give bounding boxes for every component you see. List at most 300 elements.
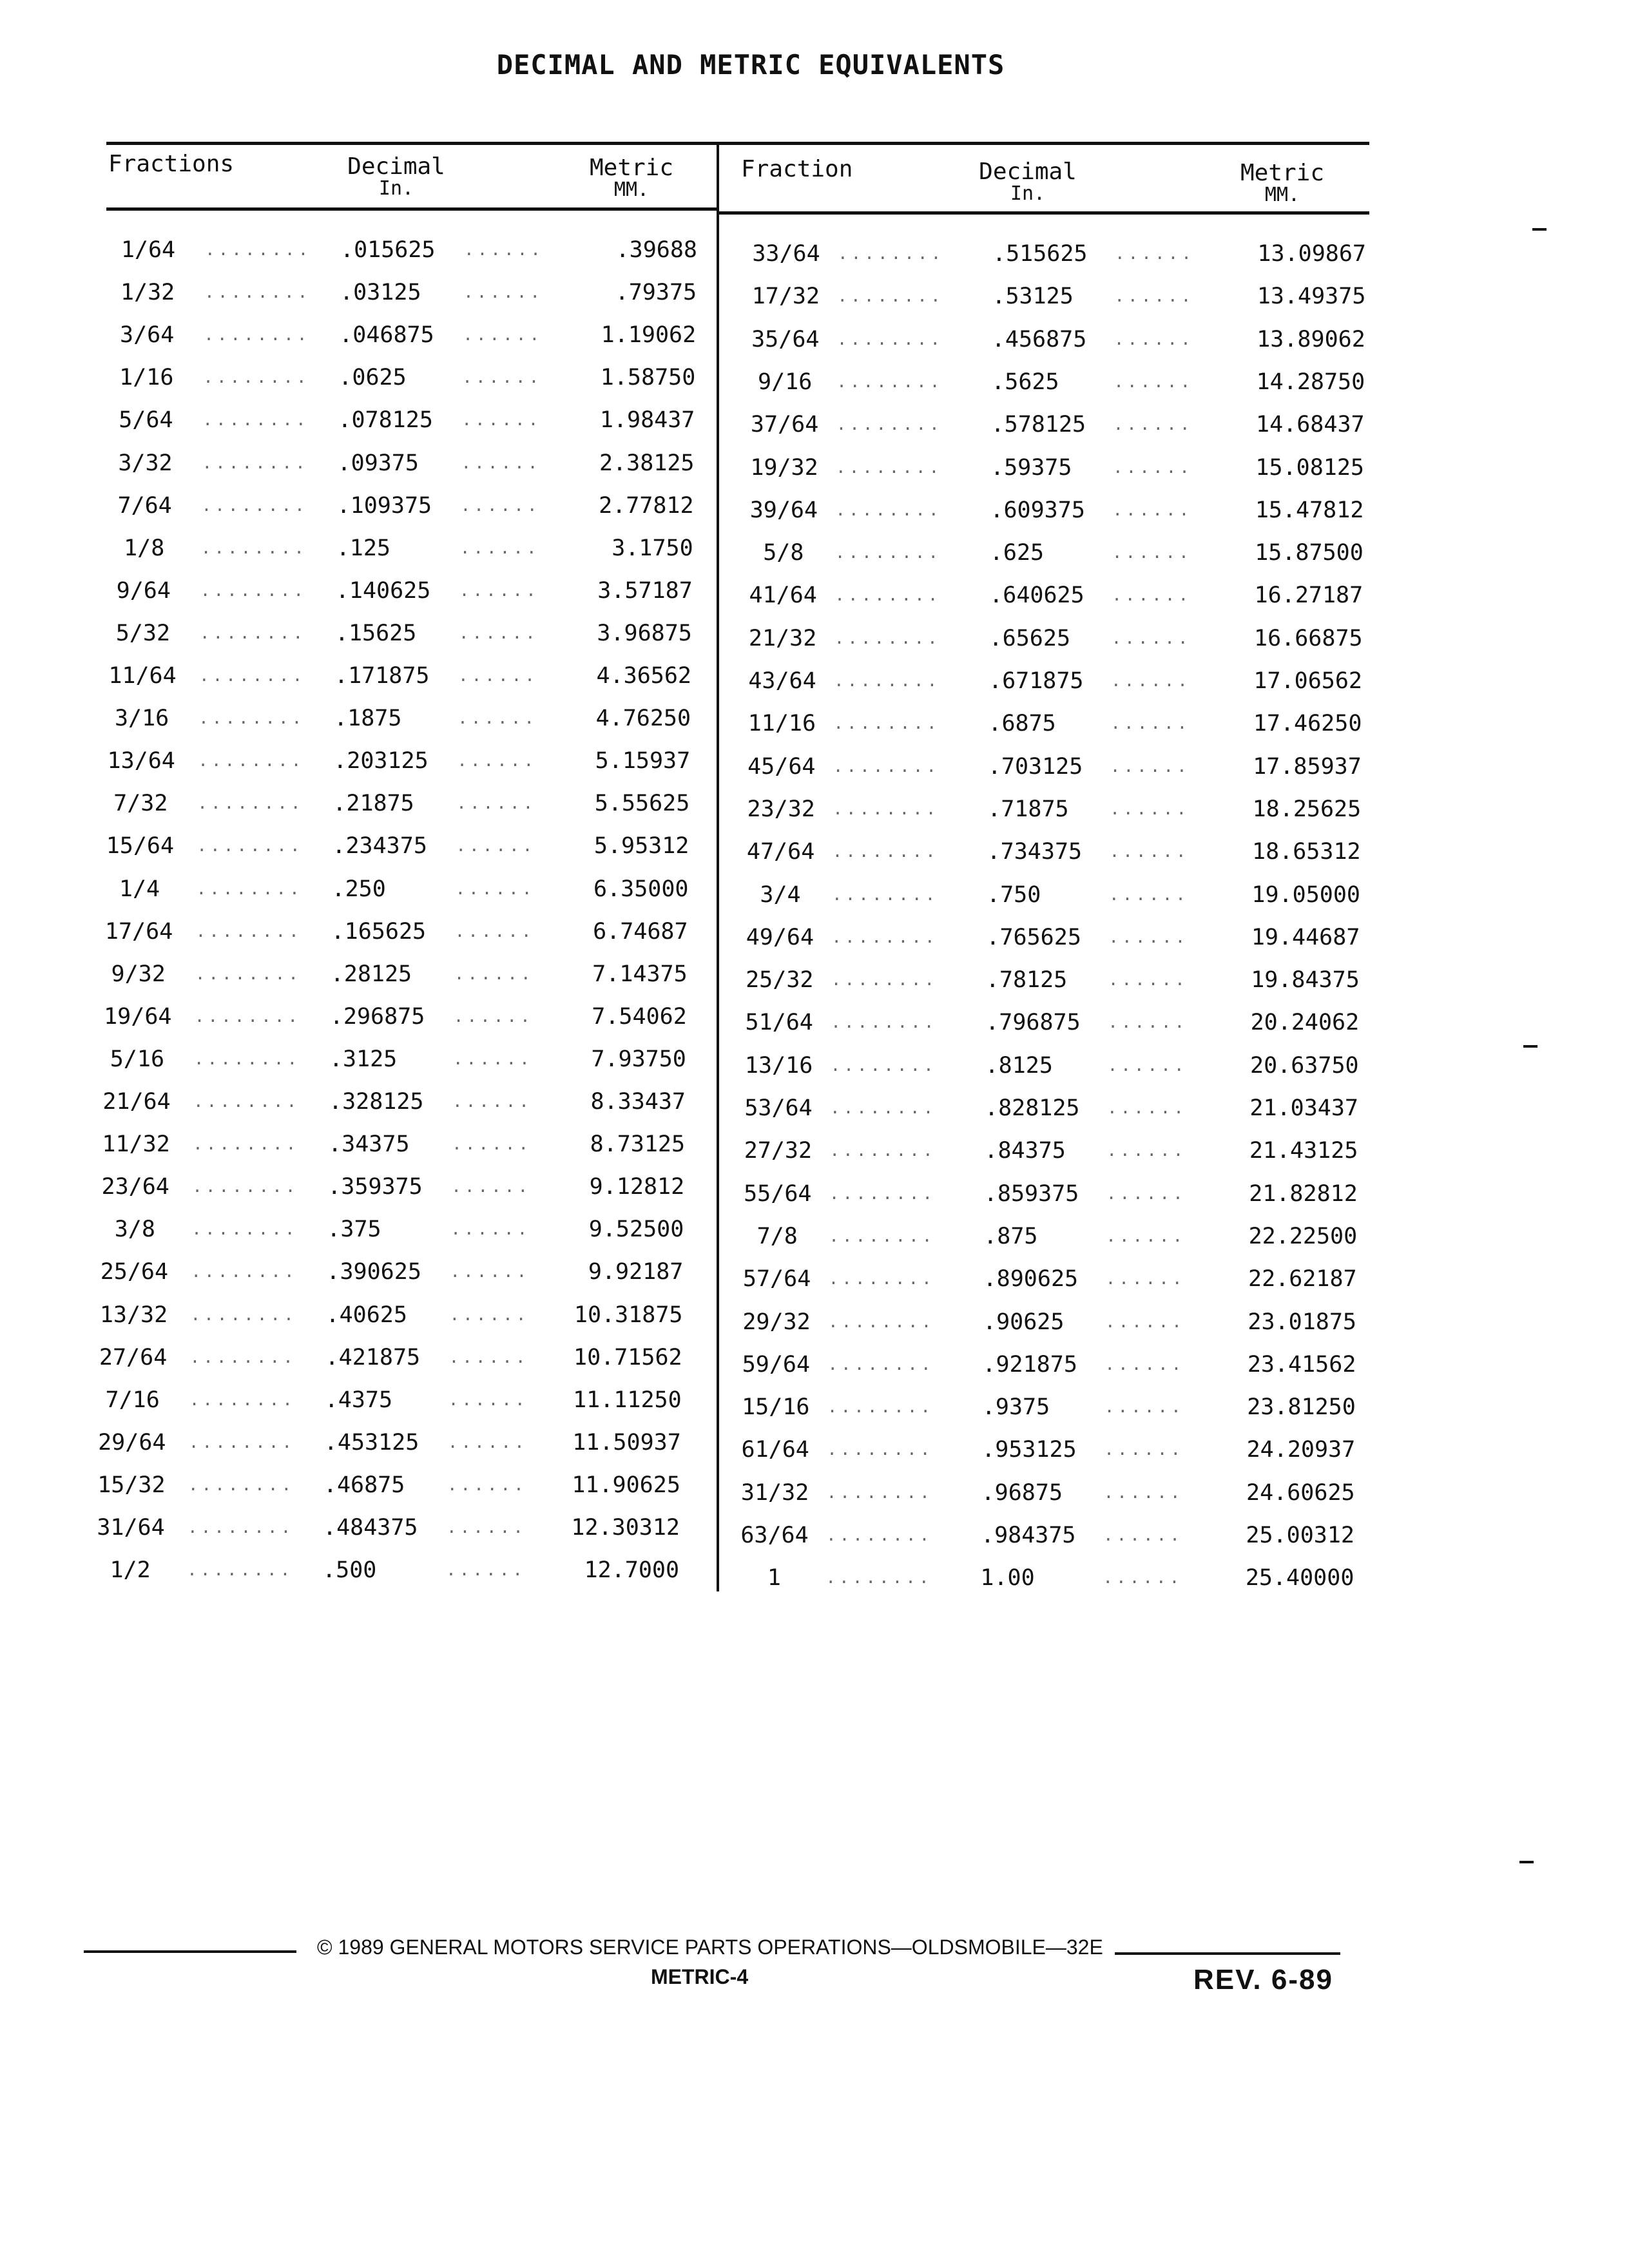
fraction-cell: 37/64 — [750, 412, 819, 438]
leader-dots: ........ — [192, 1177, 299, 1197]
metric-cell: .79375 — [615, 280, 697, 306]
leader-dots: ........ — [198, 709, 305, 729]
leader-dots: ........ — [829, 1226, 936, 1246]
leader-dots: ...... — [1115, 244, 1195, 264]
leader-dots: ...... — [462, 368, 543, 388]
leader-dots: ........ — [204, 325, 311, 345]
leader-dots: ........ — [193, 1135, 300, 1155]
fraction-cell: 3/4 — [760, 881, 801, 908]
decimal-cell: .921875 — [982, 1351, 1077, 1378]
metric-cell: 19.44687 — [1251, 924, 1360, 950]
table-row — [0, 1131, 1629, 1170]
leader-dots: ...... — [1108, 970, 1188, 990]
leader-dots: ........ — [834, 671, 941, 691]
leader-dots: ........ — [836, 329, 944, 349]
left-header-rule — [106, 207, 718, 211]
metric-cell: 13.89062 — [1257, 326, 1365, 352]
decimal-cell: .250 — [331, 876, 386, 902]
decimal-cell: .15625 — [334, 620, 417, 646]
table-row — [0, 1559, 1629, 1597]
leader-dots: ........ — [200, 581, 307, 601]
metric-cell: 15.08125 — [1255, 454, 1364, 481]
leader-dots: ...... — [1110, 714, 1191, 734]
decimal-cell: .125 — [336, 535, 390, 561]
fraction-cell: 11/64 — [108, 663, 177, 689]
decimal-cell: .65625 — [988, 625, 1071, 651]
decimal-cell: .890625 — [983, 1266, 1079, 1293]
decimal-cell: .21875 — [333, 791, 414, 817]
fraction-cell: 7/8 — [757, 1223, 798, 1249]
leader-dots: ........ — [836, 372, 943, 392]
table-row — [0, 961, 1629, 999]
fraction-cell: 43/64 — [748, 668, 816, 694]
decimal-cell: .9375 — [981, 1394, 1050, 1421]
leader-dots: ...... — [463, 325, 543, 345]
metric-cell: 3.1750 — [612, 535, 693, 561]
fraction-cell: 1/8 — [124, 535, 165, 561]
left-header-fraction: Fractions — [108, 151, 235, 177]
leader-dots: ........ — [202, 453, 309, 473]
metric-cell: 23.81250 — [1247, 1394, 1356, 1421]
fraction-cell: 21/64 — [102, 1089, 171, 1115]
right-header-metric — [1218, 161, 1347, 205]
leader-dots: ...... — [1106, 1184, 1186, 1204]
table-row — [0, 662, 1629, 700]
metric-cell: 5.15937 — [595, 748, 691, 774]
decimal-cell: .328125 — [329, 1089, 424, 1115]
leader-dots: ...... — [456, 836, 536, 856]
metric-cell: 18.65312 — [1252, 839, 1361, 865]
metric-cell: 20.24062 — [1250, 1010, 1360, 1036]
leader-dots: ........ — [826, 1526, 933, 1545]
metric-cell: .39688 — [615, 237, 697, 263]
metric-cell: 13.09867 — [1257, 241, 1366, 267]
decimal-cell: .375 — [327, 1216, 381, 1243]
decimal-cell: .59375 — [990, 454, 1072, 481]
leader-dots: ........ — [836, 415, 943, 435]
table-row — [0, 1474, 1629, 1512]
fraction-cell: 39/64 — [749, 497, 818, 523]
fraction-cell: 7/32 — [113, 791, 168, 817]
metric-cell: 10.31875 — [574, 1302, 683, 1328]
leader-dots: ...... — [1113, 329, 1194, 349]
leader-dots: ...... — [1103, 1483, 1184, 1503]
leader-dots: ...... — [1111, 671, 1191, 691]
leader-dots: ........ — [829, 1141, 936, 1161]
decimal-cell: .46875 — [323, 1472, 405, 1498]
decimal-cell: .765625 — [986, 924, 1081, 950]
leader-dots: ...... — [452, 1135, 532, 1155]
leader-dots: ...... — [1108, 1013, 1188, 1033]
fraction-cell: 41/64 — [749, 582, 817, 609]
fraction-cell: 9/16 — [758, 369, 813, 395]
fraction-cell: 9/64 — [116, 577, 171, 604]
leader-dots: ........ — [834, 628, 941, 648]
margin-tick — [1519, 1861, 1534, 1863]
fraction-cell: 11/32 — [102, 1131, 170, 1158]
leader-dots: ........ — [837, 287, 944, 307]
table-row — [0, 235, 1629, 273]
metric-cell: 17.06562 — [1253, 668, 1362, 694]
leader-dots: ........ — [193, 1049, 301, 1069]
table-row — [0, 363, 1629, 401]
metric-cell: 9.52500 — [588, 1216, 684, 1243]
leader-dots: ........ — [832, 885, 939, 905]
decimal-cell: .390625 — [326, 1259, 421, 1285]
leader-dots: ...... — [450, 1220, 531, 1240]
fraction-cell: 15/64 — [106, 833, 175, 860]
leader-dots: ........ — [836, 457, 943, 477]
decimal-cell: .96875 — [981, 1479, 1063, 1506]
leader-dots: ...... — [1104, 1398, 1184, 1418]
footer-copyright: © 1989 GENERAL MOTORS SERVICE PARTS OPERATIONS—OLDSMOBILE—32E — [317, 1936, 1103, 1959]
metric-cell: 17.46250 — [1253, 711, 1362, 737]
table-row — [0, 1388, 1629, 1427]
leader-dots: ...... — [1105, 1269, 1186, 1289]
decimal-cell: .109375 — [336, 492, 432, 519]
leader-dots: ........ — [188, 1432, 296, 1452]
metric-cell: 2.38125 — [599, 450, 695, 476]
decimal-cell: .34375 — [328, 1131, 410, 1158]
table-row — [0, 619, 1629, 658]
leader-dots: ........ — [825, 1568, 932, 1588]
fraction-cell: 17/32 — [751, 284, 820, 310]
fraction-cell: 25/32 — [746, 967, 814, 994]
decimal-cell: .90625 — [983, 1309, 1065, 1335]
leader-dots: ...... — [456, 794, 537, 814]
fraction-cell: 59/64 — [742, 1351, 811, 1378]
decimal-cell: .09375 — [337, 450, 419, 476]
leader-dots: ...... — [448, 1390, 528, 1410]
leader-dots: ...... — [447, 1432, 528, 1452]
leader-dots: ........ — [829, 1184, 936, 1204]
fraction-cell: 29/32 — [742, 1309, 811, 1335]
leader-dots: ...... — [459, 538, 540, 558]
table-row — [0, 1217, 1629, 1256]
table-row — [0, 576, 1629, 615]
leader-dots: ........ — [190, 1305, 297, 1325]
decimal-cell: .28125 — [330, 961, 412, 987]
leader-dots: ...... — [459, 581, 539, 601]
fraction-cell: 35/64 — [751, 326, 820, 352]
leader-dots: ........ — [835, 500, 942, 520]
fraction-cell: 25/64 — [100, 1259, 169, 1285]
leader-dots: ........ — [204, 283, 311, 303]
metric-cell: 8.73125 — [590, 1131, 686, 1158]
leader-dots: ........ — [831, 970, 938, 990]
metric-cell: 12.7000 — [584, 1557, 680, 1584]
fraction-cell: 23/64 — [101, 1174, 169, 1200]
table-row — [0, 533, 1629, 572]
fraction-cell: 3/64 — [120, 322, 175, 349]
decimal-cell: .515625 — [992, 241, 1088, 267]
leader-dots: ...... — [461, 410, 542, 430]
metric-cell: 14.28750 — [1256, 369, 1365, 395]
leader-dots: ........ — [831, 1013, 938, 1033]
decimal-cell: .456875 — [991, 326, 1087, 352]
leader-dots: ...... — [1106, 1141, 1187, 1161]
metric-cell: 9.92187 — [588, 1259, 684, 1285]
leader-dots: ........ — [195, 921, 302, 941]
metric-cell: 11.90625 — [572, 1472, 680, 1498]
decimal-cell: .359375 — [327, 1174, 423, 1200]
metric-cell: 2.77812 — [599, 492, 694, 519]
fraction-cell: 21/32 — [748, 625, 817, 651]
leader-dots: ...... — [1105, 1312, 1185, 1332]
table-row — [0, 491, 1629, 530]
metric-cell: 17.85937 — [1253, 753, 1362, 780]
leader-dots: ........ — [201, 495, 308, 515]
leader-dots: ........ — [832, 842, 939, 862]
leader-dots: ........ — [830, 1055, 937, 1075]
metric-cell: 24.20937 — [1246, 1437, 1356, 1463]
leader-dots: ...... — [1107, 1055, 1188, 1075]
leader-dots: ...... — [458, 709, 538, 729]
fraction-cell: 1/4 — [119, 876, 160, 902]
decimal-cell: 1.00 — [980, 1565, 1035, 1591]
leader-dots: ...... — [454, 921, 535, 941]
metric-cell: 23.01875 — [1248, 1309, 1356, 1335]
metric-cell: 20.63750 — [1250, 1052, 1359, 1079]
decimal-cell: .453125 — [323, 1429, 419, 1456]
decimal-cell: .640625 — [989, 582, 1084, 609]
leader-dots: ...... — [1110, 799, 1190, 819]
decimal-cell: .421875 — [325, 1344, 421, 1370]
leader-dots: ........ — [834, 586, 941, 606]
decimal-cell: .3125 — [329, 1046, 398, 1072]
left-header-decimal-label: Decimal — [347, 153, 445, 180]
table-top-rule — [106, 142, 1369, 145]
table-row — [0, 918, 1629, 957]
leader-dots: ...... — [1104, 1440, 1184, 1460]
fraction-cell: 13/32 — [99, 1302, 168, 1328]
table-row — [0, 876, 1629, 914]
fraction-cell: 13/64 — [107, 748, 175, 774]
leader-dots: ...... — [457, 751, 537, 771]
decimal-cell: .171875 — [334, 663, 430, 689]
decimal-cell: .750 — [987, 881, 1041, 908]
leader-dots: ........ — [195, 964, 302, 984]
table-row — [0, 1303, 1629, 1341]
fraction-cell: 31/32 — [740, 1479, 809, 1506]
metric-cell: 19.84375 — [1251, 967, 1360, 994]
metric-cell: 22.62187 — [1248, 1266, 1357, 1293]
metric-cell: 3.96875 — [597, 620, 692, 646]
table-row — [0, 1046, 1629, 1085]
decimal-cell: .4375 — [324, 1387, 393, 1413]
metric-cell: 25.40000 — [1245, 1565, 1354, 1591]
table-row — [0, 832, 1629, 871]
table-row — [0, 1516, 1629, 1555]
fraction-cell: 63/64 — [740, 1523, 809, 1548]
leader-dots: ...... — [1109, 885, 1189, 905]
fraction-cell: 3/16 — [114, 706, 169, 732]
right-header-metric-unit: MM. — [1264, 184, 1300, 206]
decimal-cell: .796875 — [985, 1010, 1081, 1036]
leader-dots: ...... — [1107, 1099, 1187, 1118]
fraction-cell: 61/64 — [741, 1437, 809, 1463]
decimal-cell: .5625 — [991, 369, 1059, 395]
leader-dots: ........ — [198, 751, 305, 771]
left-header-decimal-unit: In. — [378, 177, 414, 200]
metric-cell: 22.22500 — [1248, 1223, 1358, 1249]
footer-revision: REV. 6-89 — [1193, 1964, 1333, 1995]
fraction-cell: 15/32 — [97, 1472, 166, 1498]
metric-cell: 9.12812 — [589, 1174, 685, 1200]
fraction-cell: 57/64 — [742, 1266, 811, 1293]
fraction-cell: 11/16 — [747, 711, 816, 737]
leader-dots: ........ — [827, 1440, 934, 1460]
leader-dots: ...... — [460, 495, 541, 515]
right-header-rule — [718, 211, 1369, 215]
metric-cell: 19.05000 — [1251, 881, 1360, 908]
decimal-cell: .046875 — [339, 322, 434, 349]
leader-dots: ........ — [193, 1092, 300, 1111]
fraction-cell: 31/64 — [97, 1515, 165, 1541]
metric-cell: 21.03437 — [1249, 1095, 1358, 1121]
metric-cell: 6.35000 — [593, 876, 689, 902]
leader-dots: ........ — [827, 1354, 934, 1374]
metric-cell: 12.30312 — [571, 1515, 680, 1541]
left-header-metric — [567, 156, 696, 200]
decimal-cell: .859375 — [983, 1180, 1079, 1207]
decimal-cell: .0625 — [338, 365, 407, 391]
table-row — [0, 1260, 1629, 1298]
leader-dots: ...... — [1109, 842, 1190, 862]
left-header-metric-label: Metric — [589, 155, 674, 181]
metric-cell: 4.76250 — [595, 706, 691, 732]
decimal-cell: .875 — [983, 1223, 1038, 1249]
leader-dots: ...... — [458, 666, 538, 686]
page-title: DECIMAL AND METRIC EQUIVALENTS — [496, 49, 1005, 81]
leader-dots: ........ — [188, 1518, 294, 1537]
fraction-cell: 27/64 — [99, 1344, 168, 1370]
metric-cell: 3.57187 — [597, 577, 693, 604]
leader-dots: ........ — [199, 666, 306, 686]
decimal-cell: .078125 — [338, 407, 433, 434]
decimal-cell: .296875 — [329, 1003, 425, 1030]
metric-cell: 15.87500 — [1255, 540, 1364, 566]
right-header-decimal-label: Decimal — [979, 159, 1077, 185]
fraction-cell: 23/32 — [747, 796, 815, 822]
decimal-cell: .671875 — [988, 668, 1084, 694]
fraction-cell: 33/64 — [752, 241, 820, 267]
metric-cell: 13.49375 — [1257, 284, 1366, 310]
metric-cell: 21.82812 — [1249, 1180, 1358, 1207]
metric-cell: 14.68437 — [1256, 412, 1365, 438]
leader-dots: ...... — [1112, 586, 1192, 606]
decimal-cell: .165625 — [331, 918, 427, 945]
leader-dots: ........ — [189, 1347, 296, 1367]
metric-cell: 21.43125 — [1249, 1138, 1358, 1164]
fraction-cell: 47/64 — [746, 839, 815, 865]
leader-dots: ........ — [199, 623, 307, 643]
leader-dots: ........ — [828, 1269, 935, 1289]
table-row — [0, 1003, 1629, 1042]
fraction-cell: 1/64 — [120, 237, 176, 263]
table-row — [0, 1175, 1629, 1213]
metric-cell: 10.71562 — [574, 1344, 682, 1370]
left-header-decimal — [322, 155, 470, 198]
leader-dots: ........ — [202, 410, 309, 430]
decimal-cell: .734375 — [987, 839, 1083, 865]
margin-tick — [1523, 1045, 1537, 1048]
metric-cell: 1.58750 — [600, 365, 696, 391]
fraction-cell: 1 — [767, 1565, 781, 1591]
leader-dots: ........ — [826, 1483, 933, 1503]
leader-dots: ...... — [1104, 1354, 1185, 1374]
fraction-cell: 5/32 — [115, 620, 171, 646]
leader-dots: ........ — [197, 794, 304, 814]
fraction-cell: 53/64 — [744, 1095, 813, 1121]
right-header-fraction: Fraction — [741, 156, 853, 182]
table-row — [0, 1345, 1629, 1384]
leader-dots: ...... — [455, 879, 535, 899]
decimal-cell: .8125 — [985, 1052, 1053, 1079]
leader-dots: ...... — [447, 1518, 526, 1537]
leader-dots: ...... — [446, 1561, 526, 1581]
leader-dots: ........ — [831, 927, 938, 947]
leader-dots: ...... — [450, 1262, 530, 1282]
metric-cell: 7.14375 — [592, 961, 688, 987]
fraction-cell: 1/32 — [120, 280, 175, 306]
metric-cell: 11.50937 — [572, 1429, 681, 1456]
leader-dots: ........ — [191, 1262, 298, 1282]
leader-dots: ........ — [834, 543, 942, 563]
fraction-cell: 3/8 — [114, 1216, 155, 1243]
decimal-cell: .84375 — [984, 1138, 1066, 1164]
decimal-cell: .500 — [322, 1557, 377, 1584]
footer-rule-right — [1115, 1952, 1340, 1955]
leader-dots: ........ — [833, 756, 940, 776]
fraction-cell: 1/16 — [119, 365, 174, 391]
leader-dots: ........ — [828, 1312, 935, 1332]
leader-dots: ...... — [458, 623, 539, 643]
metric-cell: 18.25625 — [1252, 796, 1362, 822]
leader-dots: ...... — [1113, 457, 1193, 477]
right-header-decimal — [954, 160, 1102, 204]
decimal-cell: .609375 — [990, 497, 1085, 523]
table-row — [0, 747, 1629, 786]
leader-dots: ...... — [1112, 500, 1193, 520]
decimal-cell: .703125 — [987, 753, 1083, 780]
leader-dots: ...... — [447, 1475, 527, 1495]
fraction-cell: 51/64 — [745, 1010, 813, 1036]
metric-cell: 16.66875 — [1254, 625, 1363, 651]
leader-dots: ...... — [1110, 756, 1190, 776]
decimal-cell: .03125 — [340, 280, 421, 306]
fraction-cell: 3/32 — [118, 450, 173, 476]
decimal-cell: .625 — [989, 540, 1045, 566]
table-row — [0, 320, 1629, 359]
metric-cell: 15.47812 — [1255, 497, 1364, 523]
fraction-cell: 15/16 — [742, 1394, 810, 1421]
decimal-cell: .015625 — [340, 237, 436, 263]
fraction-cell: 27/32 — [744, 1138, 813, 1164]
decimal-cell: .6875 — [988, 711, 1056, 737]
table-row — [0, 1089, 1629, 1128]
leader-dots: ...... — [463, 283, 544, 303]
fraction-cell: 13/16 — [744, 1052, 813, 1079]
leader-dots: ........ — [827, 1398, 934, 1418]
leader-dots: ........ — [838, 244, 945, 264]
leader-dots: ........ — [189, 1390, 296, 1410]
leader-dots: ........ — [194, 1006, 302, 1026]
leader-dots: ........ — [833, 714, 940, 734]
metric-cell: 23.41562 — [1247, 1351, 1356, 1378]
fraction-cell: 5/8 — [763, 540, 804, 566]
fraction-cell: 7/16 — [105, 1387, 160, 1413]
